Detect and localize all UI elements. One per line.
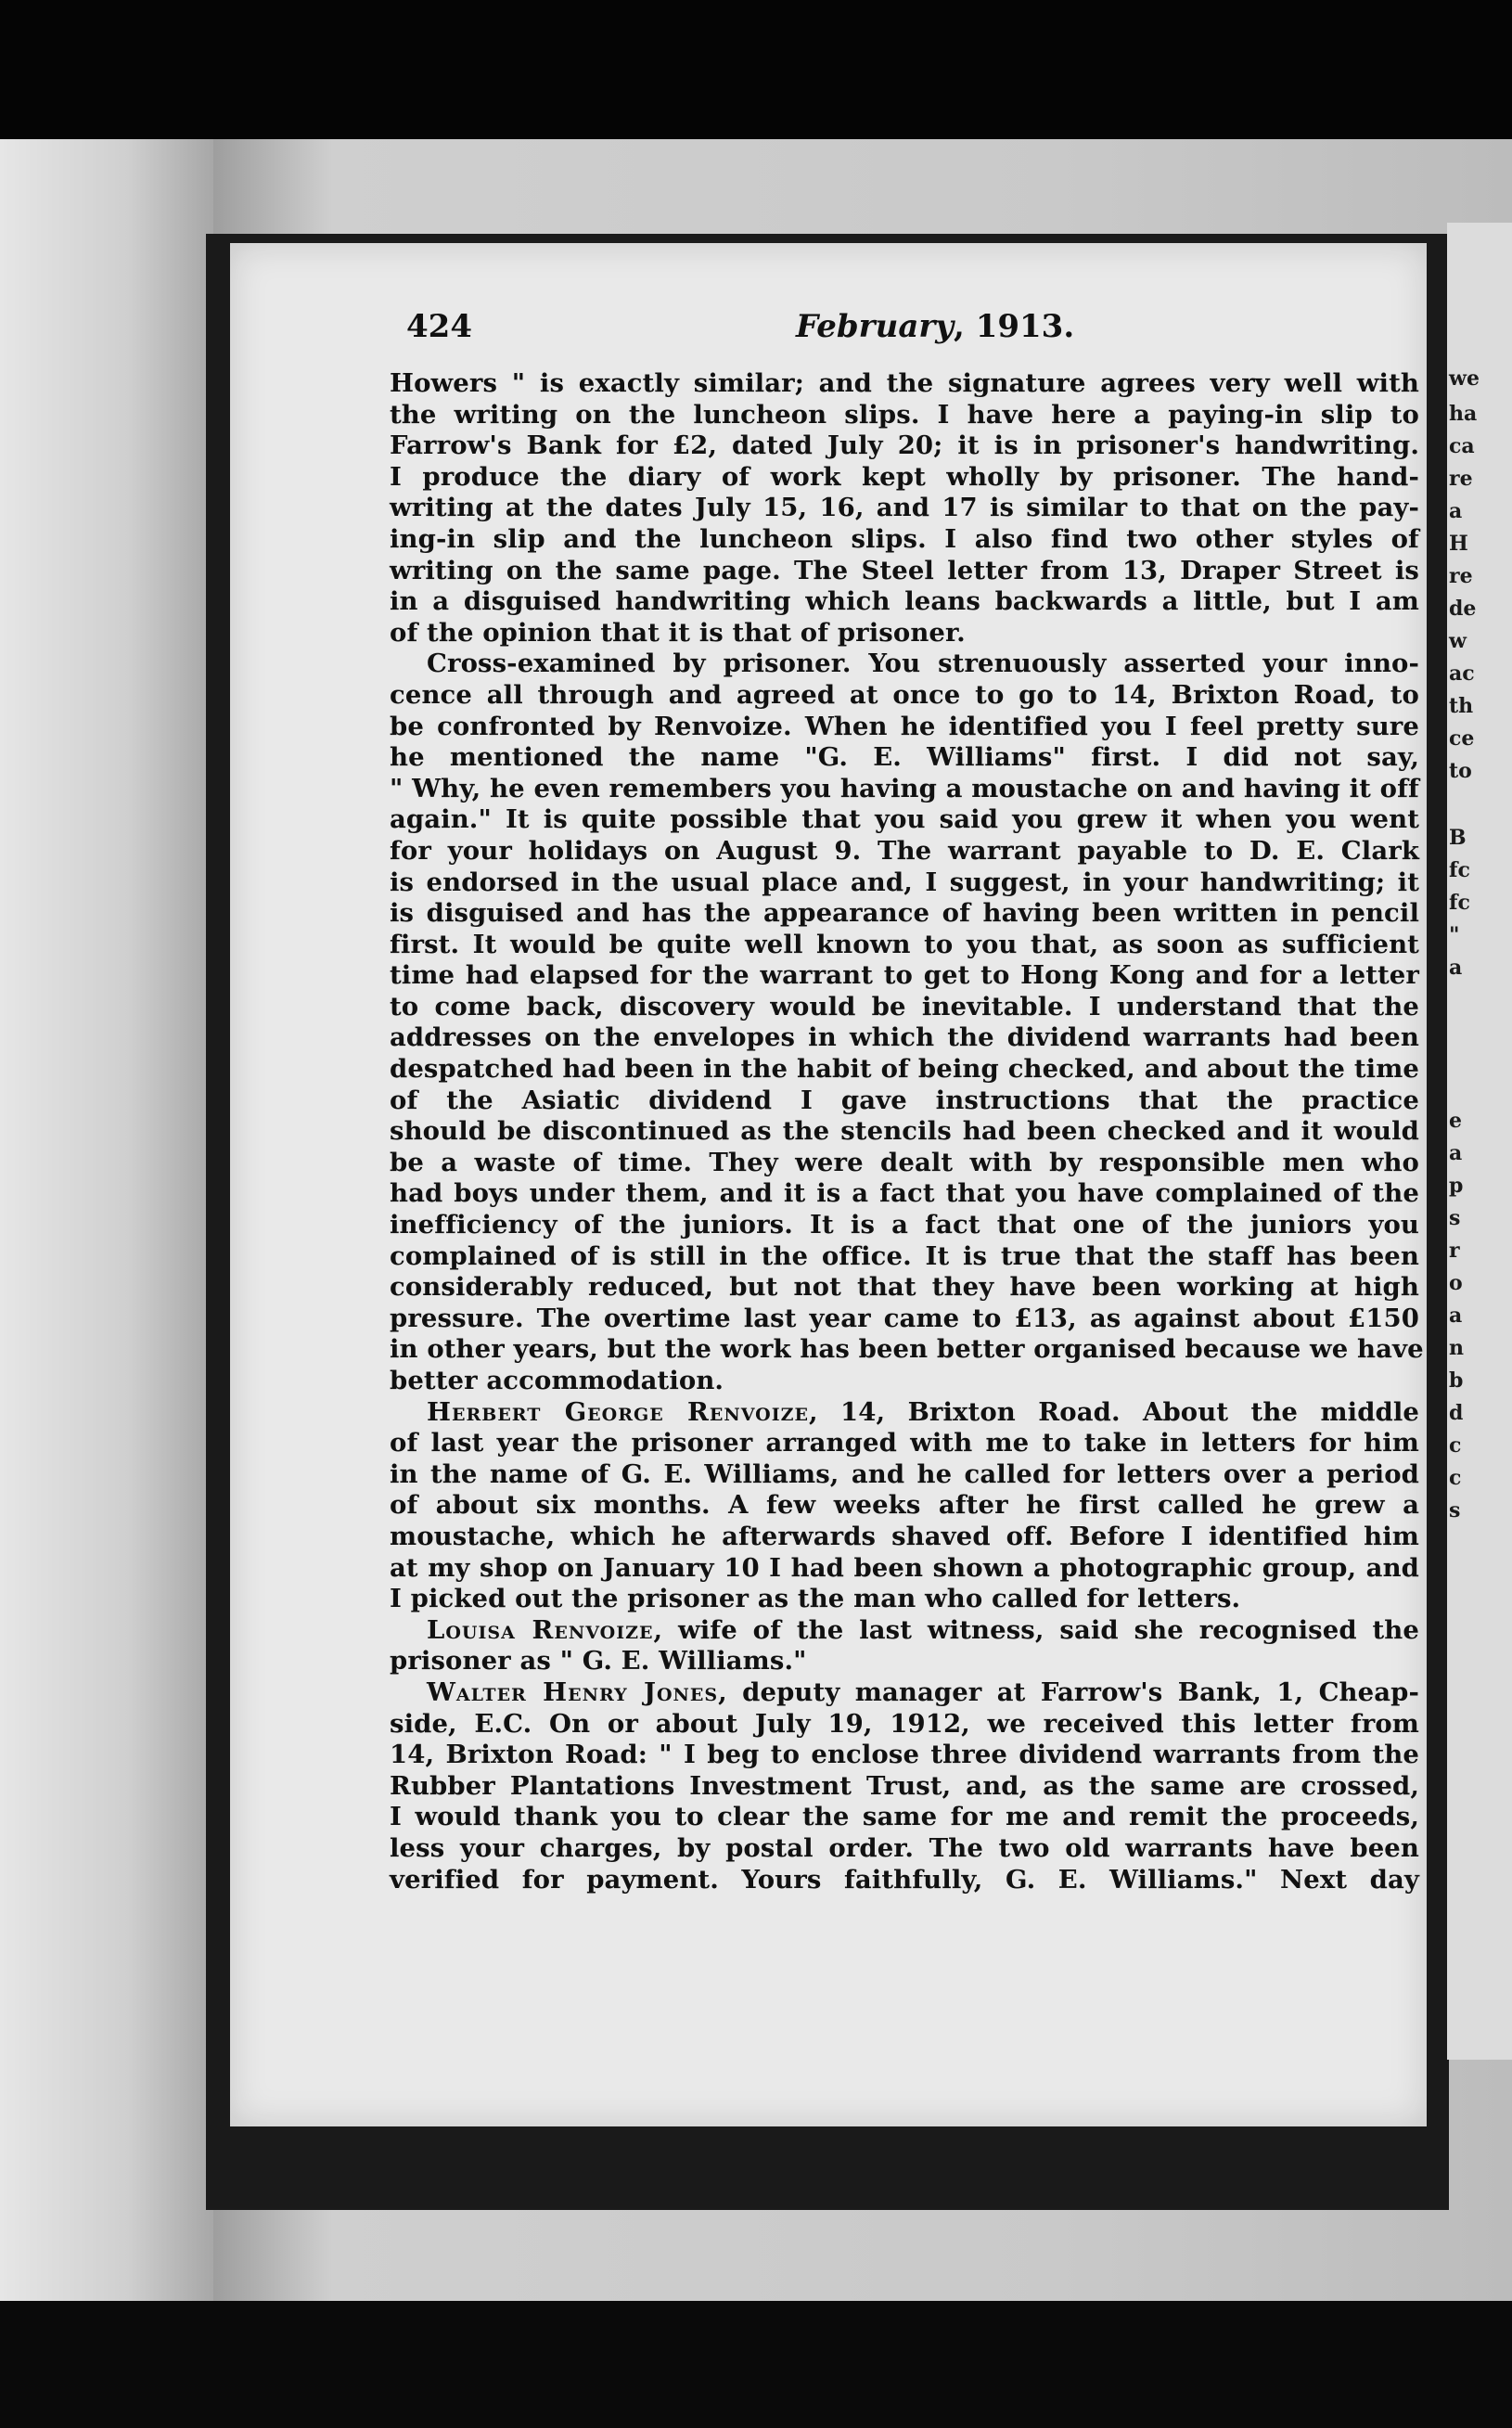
facing-page-text: ha [1449, 402, 1478, 426]
facing-page-text: a [1449, 1304, 1463, 1328]
witness-heading-line [390, 1615, 1419, 1647]
text-line: inefficiency of the juniors. It is a fact that one of the juniors you [390, 1210, 1419, 1240]
facing-page-text: o [1449, 1271, 1463, 1295]
text-line: writing on the same page. The Steel letter from 13, Draper Street is [390, 555, 1419, 585]
text-line: verified for payment. Yours faithfully, G. E. Williams." Next day [390, 1864, 1419, 1895]
text-line: in a disguised handwriting which leans backwards a little, but I am [390, 586, 1419, 617]
text-line: of the Asiatic dividend I gave instructions that the practice [390, 1085, 1419, 1115]
text-line: pressure. The overtime last year came to £13, as against about £150 [390, 1303, 1419, 1333]
facing-page-text: ce [1449, 726, 1475, 751]
facing-page-text: th [1449, 694, 1474, 718]
facing-page-text: a [1449, 499, 1463, 523]
facing-page-text: r [1449, 1239, 1460, 1263]
facing-page-text: " [1449, 923, 1460, 947]
facing-page-text: d [1449, 1401, 1464, 1425]
text-line: of about six months. A few weeks after he first called he grew a [390, 1490, 1419, 1521]
text-line: less your charges, by postal order. The two old warrants have been [390, 1832, 1419, 1863]
text-line: time had elapsed for the warrant to get to Hong Kong and for a letter [390, 960, 1419, 991]
text-line: is disguised and has the appearance of having been written in pencil [390, 898, 1419, 929]
text-line: Farrow's Bank for £2, dated July 20; it is in prisoner's handwriting. [390, 430, 1419, 461]
facing-page-text: n [1449, 1336, 1464, 1360]
text-line: had boys under them, and it is a fact that you have complained of the [390, 1178, 1419, 1209]
page-body [390, 368, 1424, 1895]
text-line: at my shop on January 10 I had been shown a photographic group, and [390, 1552, 1419, 1583]
text-line: better accommodation. [390, 1366, 724, 1395]
text-line: in the name of G. E. Williams, and he called for letters over a period [390, 1458, 1419, 1489]
text-line: of the opinion that it is that of prisoner. [390, 617, 966, 648]
witness-statement-start: , wife of the last witness, said she recognised the [653, 1614, 1419, 1645]
facing-page-text: ac [1449, 662, 1475, 686]
text-line: I picked out the prisoner as the man who called for letters. [390, 1584, 1241, 1614]
facing-page-fragment [1447, 223, 1512, 2060]
facing-page-text: H [1449, 532, 1468, 556]
running-head-month: February [796, 308, 955, 345]
text-line: should be discontinued as the stencils had been checked and it would [390, 1116, 1419, 1147]
facing-page-text: to [1449, 759, 1472, 783]
page-number: 424 [406, 308, 472, 345]
facing-page-text: re [1449, 564, 1473, 588]
witness-name: Herbert George Renvoize [427, 1396, 809, 1427]
facing-page-text: fc [1449, 858, 1470, 882]
text-line: again." It is quite possible that you said you grew it when you went [390, 804, 1419, 835]
facing-page-text: p [1449, 1174, 1464, 1198]
witness-statement-start: , 14, Brixton Road. About the middle [808, 1396, 1419, 1427]
text-line: " Why, he even remembers you having a moustache on and having it off [390, 773, 1419, 803]
text-line: he mentioned the name "G. E. Williams" first. I did not say, [390, 742, 1419, 773]
facing-page-text: fc [1449, 891, 1470, 915]
facing-page-text: s [1449, 1498, 1461, 1522]
text-line: prisoner as " G. E. Williams." [390, 1646, 807, 1676]
facing-page-text: e [1449, 1109, 1462, 1133]
text-line: 14, Brixton Road: " I beg to enclose three dividend warrants from the [390, 1740, 1419, 1770]
text-line: first. It would be quite well known to you that, as soon as sufficient [390, 929, 1419, 959]
facing-page-text: re [1449, 467, 1473, 491]
text-line: in other years, but the work has been better organised because we have [390, 1334, 1424, 1365]
facing-page-text: B [1449, 826, 1467, 850]
page-header [406, 308, 1334, 345]
facing-page-text: c [1449, 1433, 1462, 1458]
text-line: I produce the diary of work kept wholly by prisoner. The hand- [390, 461, 1419, 492]
text-line: writing at the dates July 15, 16, and 17 is similar to that on the pay- [390, 493, 1419, 523]
witness-name: Walter Henry Jones [427, 1676, 719, 1707]
witness-name: Louisa Renvoize [427, 1614, 654, 1645]
text-line: moustache, which he afterwards shaved off. Before I identified him [390, 1521, 1419, 1551]
running-head-year: , 1913. [954, 308, 1075, 345]
facing-page-text: b [1449, 1368, 1464, 1393]
text-line: I would thank you to clear the same for me and remit the proceeds, [390, 1802, 1419, 1832]
facing-page-text: a [1449, 956, 1463, 980]
facing-page-text: de [1449, 597, 1477, 621]
text-line: cence all through and agreed at once to go to 14, Brixton Road, to [390, 679, 1419, 710]
witness-statement-start: , deputy manager at Farrow's Bank, 1, Cheap- [718, 1676, 1420, 1707]
text-line: addresses on the envelopes in which the dividend warrants had been [390, 1022, 1419, 1053]
text-line: be a waste of time. They were dealt with by responsible men who [390, 1147, 1419, 1177]
text-line: be confronted by Renvoize. When he identified you I feel pretty sure [390, 711, 1419, 741]
text-line: the writing on the luncheon slips. I have here a paying-in slip to [390, 399, 1419, 430]
book-page [230, 243, 1427, 2126]
film-border-bottom [0, 2301, 1512, 2428]
text-line: for your holidays on August 9. The warrant payable to D. E. Clark [390, 835, 1419, 866]
text-line: side, E.C. On or about July 19, 1912, we received this letter from [390, 1708, 1419, 1739]
left-margin-strip [0, 139, 213, 2301]
facing-page-text: c [1449, 1466, 1462, 1490]
facing-page-text: w [1449, 629, 1467, 653]
witness-heading-line [390, 1397, 1419, 1429]
text-line: Howers " is exactly similar; and the signature agrees very well with [390, 368, 1419, 398]
witness-heading-line [390, 1677, 1419, 1709]
text-line: is endorsed in the usual place and, I suggest, in your handwriting; it [390, 867, 1419, 897]
text-line: despatched had been in the habit of being checked, and about the time [390, 1054, 1419, 1085]
facing-page-text: we [1449, 366, 1480, 391]
facing-page-text: ca [1449, 434, 1475, 458]
facing-page-text: a [1449, 1141, 1463, 1165]
text-line: Cross-examined by prisoner. You strenuously asserted your inno- [427, 649, 1419, 679]
text-line: ing-in slip and the luncheon slips. I also find two other styles of [390, 523, 1419, 554]
running-head [796, 308, 1074, 345]
text-line: Rubber Plantations Investment Trust, and, as the same are crossed, [390, 1770, 1419, 1801]
text-line: of last year the prisoner arranged with me to take in letters for him [390, 1428, 1419, 1458]
text-line: to come back, discovery would be inevitable. I understand that the [390, 991, 1419, 1021]
text-line: considerably reduced, but not that they have been working at high [390, 1272, 1419, 1303]
text-line: complained of is still in the office. It is true that the staff has been [390, 1240, 1419, 1271]
facing-page-text: s [1449, 1206, 1461, 1230]
